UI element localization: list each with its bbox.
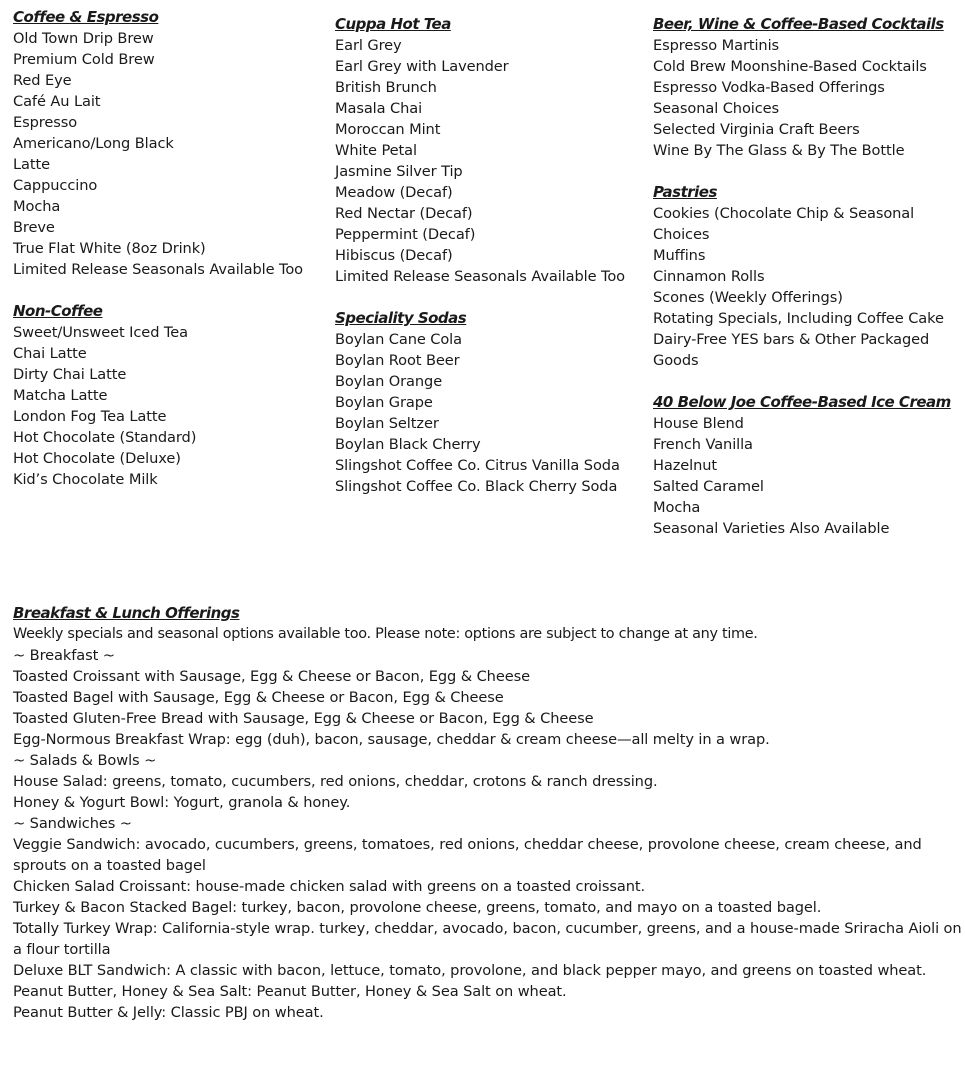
menu-item: Hot Chocolate (Deluxe) xyxy=(13,450,181,467)
menu-item: Honey & Yogurt Bowl: Yogurt, granola & honey. xyxy=(13,794,351,811)
menu-column-2 xyxy=(335,14,645,518)
menu-item: Hibiscus (Decaf) xyxy=(335,247,453,264)
menu-item: Limited Release Seasonals Available Too xyxy=(335,268,626,285)
menu-item: London Fog Tea Latte xyxy=(13,408,167,425)
menu-column-1 xyxy=(13,7,323,511)
section-heading: Pastries xyxy=(653,183,717,201)
menu-item: Deluxe BLT Sandwich: A classic with bacon, lettuce, tomato, provolone, and black pepper mayo, and greens on toasted wheat. xyxy=(13,962,927,979)
menu-section xyxy=(335,308,645,497)
menu-item: Egg-Normous Breakfast Wrap: egg (duh), bacon, sausage, cheddar & cream cheese—all melty in a wrap. xyxy=(13,731,770,748)
menu-item: Dirty Chai Latte xyxy=(13,366,127,383)
menu-item: Meadow (Decaf) xyxy=(335,184,453,201)
menu-section xyxy=(13,7,323,280)
menu-item: Boylan Black Cherry xyxy=(335,436,481,453)
menu-item: Matcha Latte xyxy=(13,387,108,404)
menu-item: House Salad: greens, tomato, cucumbers, red onions, cheddar, crotons & ranch dressing. xyxy=(13,773,658,790)
menu-item: Slingshot Coffee Co. Citrus Vanilla Soda xyxy=(335,457,620,474)
menu-item: White Petal xyxy=(335,142,417,159)
menu-item: Old Town Drip Brew xyxy=(13,30,154,47)
menu-item: Toasted Bagel with Sausage, Egg & Cheese or Bacon, Egg & Cheese xyxy=(13,689,504,706)
menu-item: Café Au Lait xyxy=(13,93,101,110)
menu-item: True Flat White (8oz Drink) xyxy=(13,240,206,257)
menu-item: Scones (Weekly Offerings) xyxy=(653,289,843,306)
menu-item: Latte xyxy=(13,156,50,173)
menu-item: Espresso Vodka-Based Offerings xyxy=(653,79,885,96)
menu-item: House Blend xyxy=(653,415,744,432)
menu-item: Mocha xyxy=(13,198,61,215)
section-intro: Weekly specials and seasonal options available too. Please note: options are subject to change at any time. xyxy=(13,626,758,642)
menu-section xyxy=(653,182,953,371)
menu-item: Turkey & Bacon Stacked Bagel: turkey, bacon, provolone cheese, greens, tomato, and mayo on a toasted bagel. xyxy=(13,899,822,916)
menu-item-list xyxy=(335,329,645,497)
menu-item: Dairy-Free YES bars & Other Packaged Goods xyxy=(653,331,930,369)
menu-item: Peanut Butter & Jelly: Classic PBJ on wheat. xyxy=(13,1004,324,1021)
lunch-item-list xyxy=(13,645,965,1023)
menu-item: Americano/Long Black xyxy=(13,135,174,152)
menu-item: Peppermint (Decaf) xyxy=(335,226,476,243)
menu-item: Premium Cold Brew xyxy=(13,51,155,68)
menu-item: Seasonal Varieties Also Available xyxy=(653,520,890,537)
menu-item: Moroccan Mint xyxy=(335,121,441,138)
menu-item: Espresso xyxy=(13,114,78,131)
section-heading: Breakfast & Lunch Offerings xyxy=(13,604,240,622)
menu-item: Cold Brew Moonshine-Based Cocktails xyxy=(653,58,927,75)
menu-item: Veggie Sandwich: avocado, cucumbers, greens, tomatoes, red onions, cheddar cheese, provolone cheese, cream cheese, and sprouts on a toasted bagel xyxy=(13,836,922,874)
menu-item: Mocha xyxy=(653,499,701,516)
menu-item: French Vanilla xyxy=(653,436,753,453)
menu-item: Toasted Croissant with Sausage, Egg & Cheese or Bacon, Egg & Cheese xyxy=(13,668,530,685)
menu-item: Rotating Specials, Including Coffee Cake xyxy=(653,310,944,327)
section-heading: Beer, Wine & Coffee-Based Cocktails xyxy=(653,15,944,33)
menu-item: Earl Grey xyxy=(335,37,402,54)
menu-item: Sweet/Unsweet Iced Tea xyxy=(13,324,188,341)
menu-item: Slingshot Coffee Co. Black Cherry Soda xyxy=(335,478,618,495)
menu-item: Cappuccino xyxy=(13,177,98,194)
menu-item: Kid’s Chocolate Milk xyxy=(13,471,158,488)
section-heading: Speciality Sodas xyxy=(335,309,467,327)
menu-section xyxy=(653,392,953,539)
menu-item-list xyxy=(13,322,323,490)
menu-item: Boylan Seltzer xyxy=(335,415,439,432)
breakfast-lunch-section xyxy=(13,603,965,1023)
menu-item: Red Eye xyxy=(13,72,72,89)
menu-item: Boylan Orange xyxy=(335,373,443,390)
menu-item-list xyxy=(653,413,953,539)
menu-item: Hazelnut xyxy=(653,457,718,474)
menu-item: Earl Grey with Lavender xyxy=(335,58,509,75)
menu-item: Wine By The Glass & By The Bottle xyxy=(653,142,905,159)
menu-item: Red Nectar (Decaf) xyxy=(335,205,473,222)
menu-item: Boylan Cane Cola xyxy=(335,331,462,348)
menu-item: Salted Caramel xyxy=(653,478,764,495)
menu-item: Cinnamon Rolls xyxy=(653,268,765,285)
menu-item: Chicken Salad Croissant: house-made chicken salad with greens on a toasted croissant. xyxy=(13,878,646,895)
menu-item-list xyxy=(653,203,953,371)
menu-item-list xyxy=(653,35,953,161)
menu-item: Jasmine Silver Tip xyxy=(335,163,463,180)
menu-item: Espresso Martinis xyxy=(653,37,780,54)
menu-item: ~ Sandwiches ~ xyxy=(13,815,132,832)
menu-item: Masala Chai xyxy=(335,100,423,117)
section-heading: Cuppa Hot Tea xyxy=(335,15,451,33)
menu-item: Totally Turkey Wrap: California-style wrap. turkey, cheddar, avocado, bacon, cucumber, greens, and a house-made Sriracha Aioli on a flour tortilla xyxy=(13,920,962,958)
menu-item: Chai Latte xyxy=(13,345,87,362)
menu-item-list xyxy=(13,28,323,280)
menu-item: Limited Release Seasonals Available Too xyxy=(13,261,304,278)
section-heading: Coffee & Espresso xyxy=(13,8,159,26)
menu-item: Cookies (Chocolate Chip & Seasonal Choices xyxy=(653,205,915,243)
menu-item: Breve xyxy=(13,219,55,236)
menu-item: British Brunch xyxy=(335,79,437,96)
menu-section xyxy=(335,14,645,287)
menu-item: Toasted Gluten-Free Bread with Sausage, Egg & Cheese or Bacon, Egg & Cheese xyxy=(13,710,594,727)
menu-section xyxy=(653,14,953,161)
menu-item: Muffins xyxy=(653,247,706,264)
menu-item: ~ Salads & Bowls ~ xyxy=(13,752,157,769)
menu-item: Boylan Root Beer xyxy=(335,352,460,369)
menu-item: Boylan Grape xyxy=(335,394,433,411)
menu-section xyxy=(13,301,323,490)
menu-item: Hot Chocolate (Standard) xyxy=(13,429,197,446)
section-heading: Non-Coffee xyxy=(13,302,103,320)
menu-item: Peanut Butter, Honey & Sea Salt: Peanut Butter, Honey & Sea Salt on wheat. xyxy=(13,983,567,1000)
menu-item: ~ Breakfast ~ xyxy=(13,647,115,664)
menu-item: Seasonal Choices xyxy=(653,100,780,117)
section-heading: 40 Below Joe Coffee-Based Ice Cream xyxy=(653,393,951,411)
menu-column-3 xyxy=(653,14,953,560)
menu-item: Selected Virginia Craft Beers xyxy=(653,121,860,138)
menu-item-list xyxy=(335,35,645,287)
